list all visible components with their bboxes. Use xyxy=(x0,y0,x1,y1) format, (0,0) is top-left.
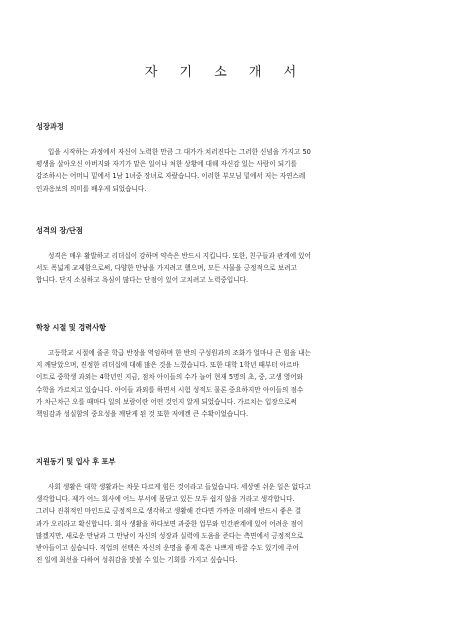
body-line: 진 일에 최선을 다하여 성취감을 맛볼 수 있는 기회를 가지고 싶습니다. xyxy=(36,556,238,565)
document-title: 자 기 소 개 서 xyxy=(144,64,306,80)
section-school-career xyxy=(30,323,420,420)
section-heading: 성장과정 xyxy=(36,122,64,131)
section-heading: 학창 시절 및 경력사항 xyxy=(36,323,106,332)
body-line: 이트로 중학생 과외는 4학년인 지금, 점차 아이들의 수가 늘어 현재 5명의 초, 중, 고생 영어와 xyxy=(36,373,303,382)
body-line: 평생을 살아오신 아버지와 자기가 맡은 일이나 처한 상황에 대해 자신감 있는 사람이 되기를 xyxy=(36,160,297,169)
section-body xyxy=(30,146,420,195)
body-line: 지 깨닫았으며, 진정한 리더십에 대해 많은 것을 느꼈습니다. 또한 대학 1학년 때부터 아르바 xyxy=(36,361,299,370)
body-line: 받아들이고 싶습니다. 직업의 선택은 자신의 운명을 좋게 혹은 나쁘게 바꿀 수도 있기에 주어 xyxy=(36,544,299,553)
body-line: 강조하시는 어머니 밑에서 1남 1녀중 장녀로 자랐습니다. 이러한 부모님 밑에서 저는 자연스레 xyxy=(36,172,306,181)
body-line: 입을 시작하는 과정에서 자신이 노력한 만큼 그 대가가 치러진다는 그러한 신념을 가지고 50 xyxy=(48,148,311,156)
body-line: 책임감과 성실함의 중요성을 깨닫게 된 것 또한 저에겐 큰 수확이었습니다. xyxy=(36,410,249,419)
body-line: 많겠지만, 새로운 만남과 그 만남이 자신의 성장과 실력에 도움을 준다는 측면에서 긍정적으로 xyxy=(36,531,304,540)
body-line: 그러나 진취적인 마인드로 긍정적으로 생각하고 생활해 간다면 가까운 미래에 반드시 좋은 결 xyxy=(36,507,302,516)
body-line: 생각합니다. 제가 어느 회사에 어느 부서에 몸담고 있든 모두 쉽지 않을 거라고 생각합니다. xyxy=(36,495,295,504)
body-line: 사회 생활은 대학 생활과는 차뭇 다르게 힘든 것이라고 들었습니다. 세상엔 쉬운 일은 없다고 xyxy=(48,483,311,491)
body-line: 합니다. 단지 소심하고 욕심이 많다는 단점이 있어 고치려고 노력중입니다. xyxy=(36,276,249,285)
body-line: 고등학교 시절에 줄곧 학급 반장을 역임하며 한 반의 구성원과의 조화가 얼마나 큰 힘을 내는 xyxy=(48,349,311,357)
body-line: 인과응보의 의미를 배우게 되었습니다. xyxy=(36,184,147,193)
section-body xyxy=(30,250,420,287)
section-body xyxy=(30,481,420,566)
section-motivation xyxy=(30,457,420,566)
body-line: 수학을 가르치고 있습니다. 아이들 과외를 하면서 시험 성적도 물론 중요하지만 아이들의 점수 xyxy=(36,385,304,394)
section-growth xyxy=(30,122,420,195)
body-line: 서도 폭넓게 교제함으로써, 다양한 만남을 가지려고 했으며, 모든 사물을 긍정적으로 보려고 xyxy=(36,264,297,273)
body-line: 가 차근차근 오를 때마다 일의 보람이란 어떤 것인지 알게 되었습니다. 가르치는 입장으로써 xyxy=(36,397,297,406)
section-heading: 성격의 장/단점 xyxy=(36,226,83,235)
section-personality xyxy=(30,226,420,287)
section-body xyxy=(30,347,420,420)
section-heading: 지원동기 및 입사 후 포부 xyxy=(36,457,116,466)
body-line: 과가 오리라고 확신합니다. 회사 생활을 하다보면 과중한 업무와 인간관계에 있어 어려운 점이 xyxy=(36,519,304,528)
body-line: 성격은 매우 활발하고 리더십이 강하며 약속은 반드시 지킵니다. 또한, 친구들과 관계에 있어 xyxy=(48,252,311,260)
